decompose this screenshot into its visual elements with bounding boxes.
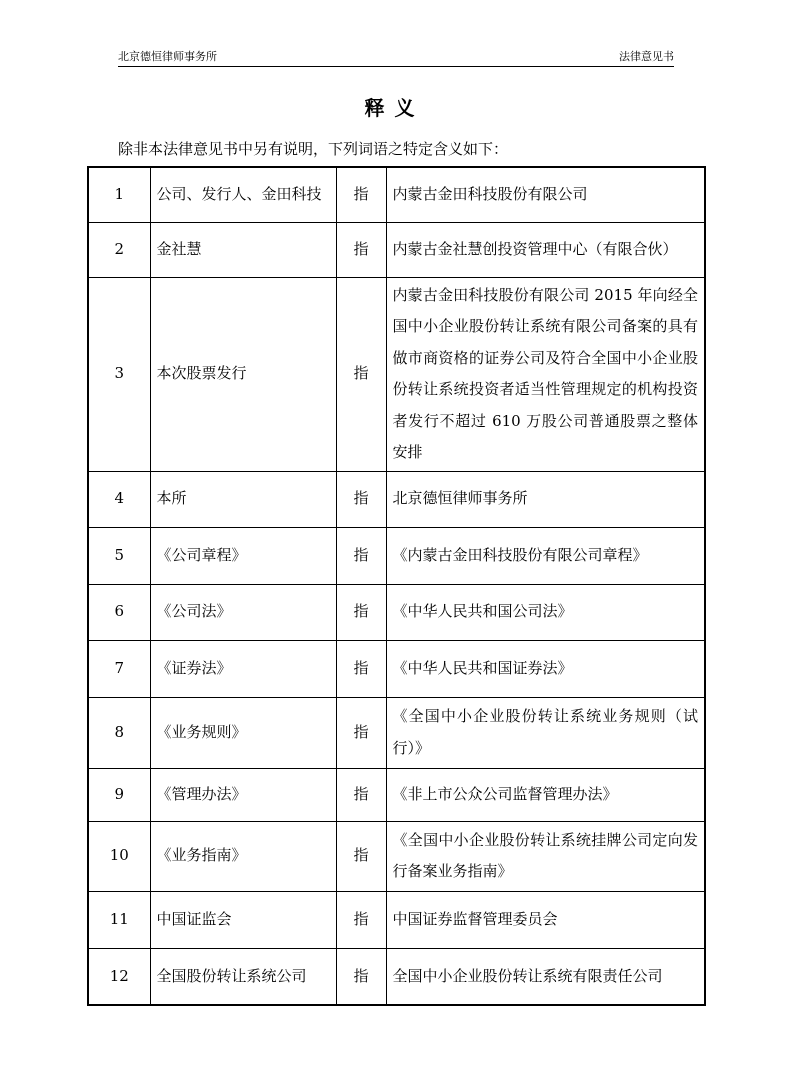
row-number: 1 xyxy=(88,167,150,222)
page-header xyxy=(118,50,674,67)
row-refers-to: 指 xyxy=(336,584,386,640)
row-definition: 中国证券监督管理委员会 xyxy=(386,891,705,948)
row-term: 本次股票发行 xyxy=(150,277,336,471)
row-term: 《公司法》 xyxy=(150,584,336,640)
table-row xyxy=(88,277,705,471)
row-refers-to: 指 xyxy=(336,948,386,1005)
row-term: 《业务规则》 xyxy=(150,697,336,768)
row-refers-to: 指 xyxy=(336,697,386,768)
definitions-table xyxy=(87,166,706,1006)
section-title: 释义 xyxy=(364,96,425,120)
row-term: 本所 xyxy=(150,471,336,527)
row-number: 2 xyxy=(88,222,150,277)
row-refers-to: 指 xyxy=(336,640,386,697)
row-definition: 《中华人民共和国证券法》 xyxy=(386,640,705,697)
row-number: 10 xyxy=(88,821,150,891)
header-doc-type: 法律意见书 xyxy=(619,50,674,63)
row-number: 8 xyxy=(88,697,150,768)
row-term: 全国股份转让系统公司 xyxy=(150,948,336,1005)
table-row xyxy=(88,948,705,1005)
row-definition: 北京德恒律师事务所 xyxy=(386,471,705,527)
row-definition: 《全国中小企业股份转让系统挂牌公司定向发行备案业务指南》 xyxy=(386,821,705,891)
row-definition: 全国中小企业股份转让系统有限责任公司 xyxy=(386,948,705,1005)
row-number: 9 xyxy=(88,768,150,821)
row-refers-to: 指 xyxy=(336,222,386,277)
table-row xyxy=(88,891,705,948)
row-refers-to: 指 xyxy=(336,768,386,821)
row-refers-to: 指 xyxy=(336,167,386,222)
row-refers-to: 指 xyxy=(336,471,386,527)
row-definition: 《全国中小企业股份转让系统业务规则（试行）》 xyxy=(386,697,705,768)
row-number: 7 xyxy=(88,640,150,697)
row-number: 6 xyxy=(88,584,150,640)
table-row xyxy=(88,471,705,527)
row-term: 《业务指南》 xyxy=(150,821,336,891)
row-term: 公司、发行人、金田科技 xyxy=(150,167,336,222)
row-term: 《证券法》 xyxy=(150,640,336,697)
row-term: 金社慧 xyxy=(150,222,336,277)
row-number: 3 xyxy=(88,277,150,471)
table-row xyxy=(88,821,705,891)
row-refers-to: 指 xyxy=(336,527,386,584)
row-term: 《公司章程》 xyxy=(150,527,336,584)
table-row xyxy=(88,527,705,584)
header-firm-name: 北京德恒律师事务所 xyxy=(118,50,217,63)
row-number: 12 xyxy=(88,948,150,1005)
row-definition: 内蒙古金社慧创投资管理中心（有限合伙） xyxy=(386,222,705,277)
row-definition: 内蒙古金田科技股份有限公司 xyxy=(386,167,705,222)
row-term: 中国证监会 xyxy=(150,891,336,948)
row-refers-to: 指 xyxy=(336,821,386,891)
table-row xyxy=(88,697,705,768)
table-row xyxy=(88,640,705,697)
row-number: 11 xyxy=(88,891,150,948)
table-row xyxy=(88,768,705,821)
row-definition: 《中华人民共和国公司法》 xyxy=(386,584,705,640)
row-term: 《管理办法》 xyxy=(150,768,336,821)
table-row xyxy=(88,167,705,222)
row-refers-to: 指 xyxy=(336,277,386,471)
row-definition: 《内蒙古金田科技股份有限公司章程》 xyxy=(386,527,705,584)
row-definition: 内蒙古金田科技股份有限公司 2015 年向经全国中小企业股份转让系统有限公司备案的具有做市商资格的证券公司及符合全国中小企业股份转让系统投资者适当性管理规定的机构投资者发行不超过 610 万股公司普通股票之整体安排 xyxy=(386,277,705,471)
intro-text: 除非本法律意见书中另有说明，下列词语之特定含义如下： xyxy=(118,140,509,158)
row-definition: 《非上市公众公司监督管理办法》 xyxy=(386,768,705,821)
row-refers-to: 指 xyxy=(336,891,386,948)
table-row xyxy=(88,222,705,277)
table-row xyxy=(88,584,705,640)
row-number: 4 xyxy=(88,471,150,527)
row-number: 5 xyxy=(88,527,150,584)
